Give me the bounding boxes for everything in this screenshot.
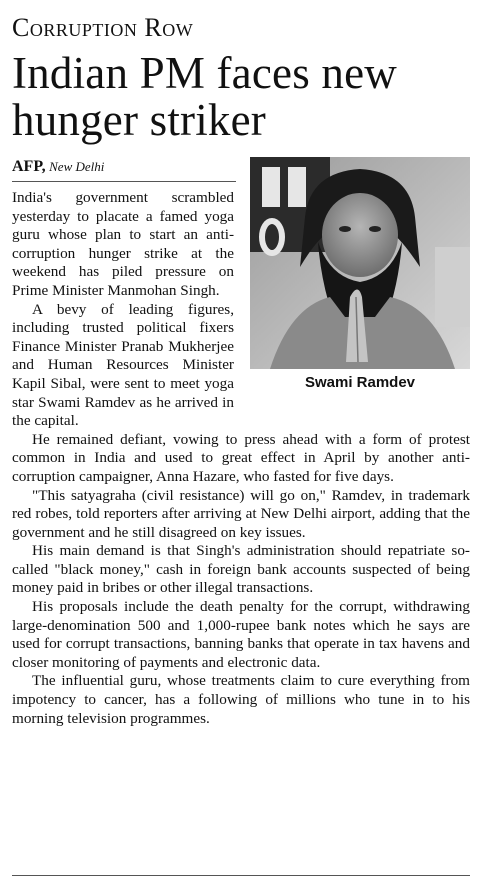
paragraph-5: His main demand is that Singh's administration should repatriate so-called "black money," cash in foreign bank accounts suspected of being money paid in bribes or other illegal transactions. xyxy=(12,542,470,597)
kicker: Corruption Row xyxy=(12,13,194,42)
photo-caption: Swami Ramdev xyxy=(304,374,416,391)
byline-city: New Delhi xyxy=(49,159,105,174)
paragraph-1: India's government scrambled yesterday to placate a famed yoga guru whose plan to start an anti-corruption hunger strike at the weekend has piled pressure on Prime Minister Manmohan Singh. xyxy=(12,189,234,299)
bottom-rule xyxy=(12,875,470,876)
news-photo xyxy=(250,157,470,369)
byline-agency: AFP, xyxy=(12,158,46,175)
paragraph-2: A bevy of leading figures, including trusted political fixers Finance Minister Pranab Mukherjee and Human Resources Minister Kapil Sibal, were sent to meet yoga star Swami Ramdev as he arrived in the capital. xyxy=(12,300,234,430)
paragraph-3: He remained defiant, vowing to press ahead with a form of protest common in India and used to great effect in April by another anti-corruption campaigner, Anna Hazare, who fasted for five days. xyxy=(12,430,470,485)
paragraph-7: The influential guru, whose treatments claim to cure everything from impotency to cancer, has a following of millions who tune in to his morning television programmes. xyxy=(12,672,470,727)
paragraph-6: His proposals include the death penalty for the corrupt, withdrawing large-denomination 500 and 1,000-rupee bank notes which he says are used for corrupt transactions, banning banks that operate in tax havens and closer monitoring of payments and electronic data. xyxy=(12,598,470,671)
byline xyxy=(12,158,236,182)
paragraph-4: "This satyagraha (civil resistance) will go on," Ramdev, in trademark red robes, told reporters after arriving at New Delhi airport, adding that the government and he still disagreed on key issues. xyxy=(12,486,470,541)
headline: Indian PM faces new hunger striker xyxy=(12,48,397,145)
